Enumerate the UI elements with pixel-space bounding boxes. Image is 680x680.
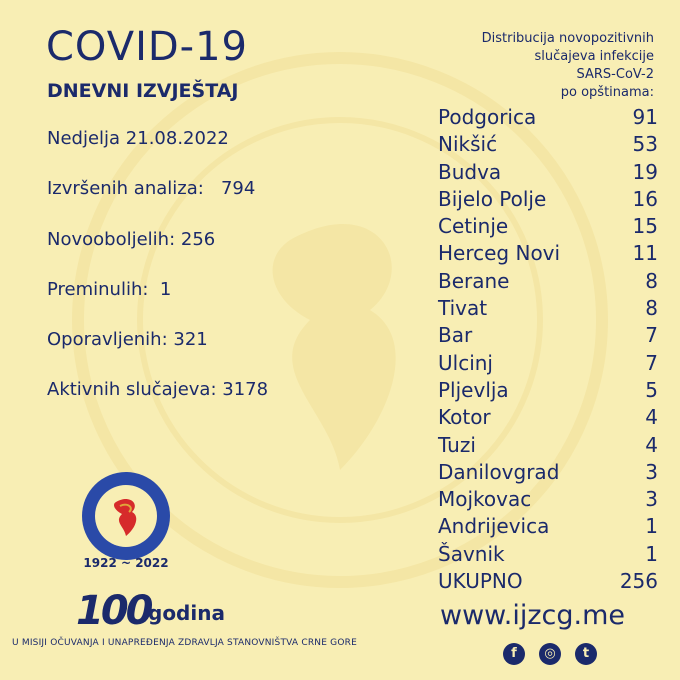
municipality-count: 53 (632, 132, 658, 157)
facebook-icon[interactable]: f (503, 643, 525, 665)
municipality-count: 8 (645, 268, 658, 293)
list-item (438, 432, 658, 459)
municipality-count: 16 (632, 186, 658, 211)
municipality-count: 11 (632, 241, 658, 266)
municipality-name: Danilovgrad (438, 459, 560, 484)
municipality-count: 91 (632, 105, 658, 129)
municipality-name: Bijelo Polje (438, 186, 547, 211)
total-row (438, 568, 658, 595)
municipality-name: Budva (438, 159, 502, 184)
municipality-count: 4 (645, 432, 658, 457)
active-cases-stat: Aktivnih slučajeva: 3178 (47, 379, 269, 400)
list-item (438, 240, 658, 267)
distribution-title (414, 30, 654, 102)
municipality-count: 1 (645, 541, 658, 566)
municipality-list (438, 104, 658, 595)
report-subtitle: DNEVNI IZVJEŠTAJ (47, 80, 239, 102)
municipality-name: Tivat (438, 296, 488, 321)
municipality-name: Kotor (438, 405, 491, 430)
municipality-name: Berane (438, 268, 510, 293)
anniversary-years: 1922 ~ 2022 (83, 556, 169, 570)
social-links (503, 643, 597, 665)
municipality-name: Podgorica (438, 105, 537, 129)
municipality-count: 7 (645, 350, 658, 375)
municipality-count: 1 (645, 514, 658, 539)
report-title: COVID-19 (46, 24, 249, 70)
list-item (438, 268, 658, 295)
institute-logo (80, 470, 172, 562)
municipality-name: Ulcinj (438, 350, 493, 375)
list-item (438, 131, 658, 158)
list-item (438, 404, 658, 431)
list-item (438, 322, 658, 349)
total-label: UKUPNO (438, 569, 523, 594)
municipality-count: 19 (632, 159, 658, 184)
municipality-name: Nikšić (438, 132, 498, 157)
municipality-count: 3 (645, 459, 658, 484)
distribution-title-line: slučajeva infekcije (534, 49, 654, 64)
municipality-name: Tuzi (438, 432, 476, 457)
list-item (438, 513, 658, 540)
list-item (438, 377, 658, 404)
report-date: Nedjelja 21.08.2022 (47, 128, 229, 149)
mission-statement: U MISIJI OČUVANJA I UNAPREĐENJA ZDRAVLJA STANOVNIŠTVA CRNE GORE (12, 638, 357, 648)
municipality-count: 7 (645, 323, 658, 348)
new-cases-stat: Novooboljelih: 256 (47, 229, 216, 250)
municipality-name: Mojkovac (438, 487, 532, 512)
analyses-stat: Izvršenih analiza: 794 (47, 178, 256, 199)
municipality-count: 4 (645, 405, 658, 430)
deaths-stat: Preminulih: 1 (47, 279, 172, 300)
recovered-stat: Oporavljenih: 321 (47, 329, 208, 350)
municipality-name: Pljevlja (438, 377, 509, 402)
municipality-count: 5 (645, 377, 658, 402)
list-item (438, 159, 658, 186)
distribution-title-line: po opštinama: (560, 85, 654, 100)
municipality-name: Andrijevica (438, 514, 550, 539)
hundred-mark: 100 (76, 588, 151, 634)
municipality-name: Bar (438, 323, 473, 348)
municipality-name: Herceg Novi (438, 241, 561, 266)
list-item (438, 541, 658, 568)
instagram-icon[interactable]: ◎ (539, 643, 561, 665)
municipality-count: 3 (645, 487, 658, 512)
list-item (438, 459, 658, 486)
distribution-title-line: SARS-CoV-2 (576, 67, 654, 82)
total-count: 256 (619, 569, 658, 594)
distribution-title-line: Distribucija novopozitivnih (481, 31, 654, 46)
list-item (438, 104, 658, 131)
list-item (438, 295, 658, 322)
list-item (438, 486, 658, 513)
list-item (438, 350, 658, 377)
website-link[interactable]: www.ijzcg.me (440, 600, 626, 631)
municipality-count: 15 (632, 214, 658, 239)
municipality-name: Šavnik (438, 541, 505, 566)
municipality-name: Cetinje (438, 214, 509, 239)
municipality-count: 8 (645, 296, 658, 321)
godina-label: godina (148, 601, 225, 625)
twitter-icon[interactable]: t (575, 643, 597, 665)
list-item (438, 186, 658, 213)
list-item (438, 213, 658, 240)
